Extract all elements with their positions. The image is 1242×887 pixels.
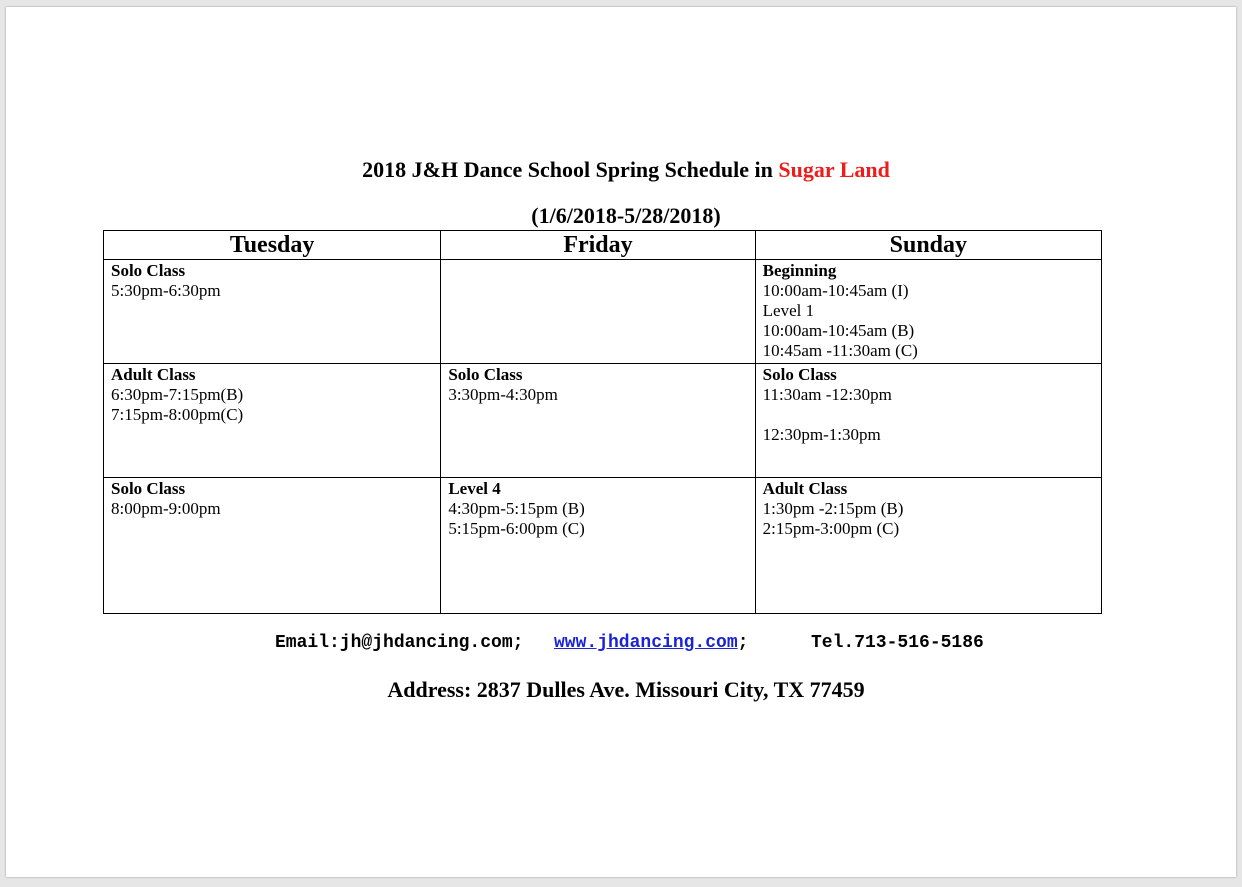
class-title: Adult Class xyxy=(111,365,196,384)
cell-tuesday xyxy=(104,260,441,364)
website-group xyxy=(554,633,748,653)
title-city: Sugar Land xyxy=(778,157,890,182)
cell-tuesday xyxy=(104,364,441,478)
class-time: 10:00am-10:45am (B) xyxy=(762,321,915,340)
cell-sunday xyxy=(755,364,1101,478)
blank-line xyxy=(763,405,1094,425)
contact-line xyxy=(6,633,1242,655)
class-title: Solo Class xyxy=(111,261,186,280)
class-time: 7:15pm-8:00pm(C) xyxy=(111,405,244,424)
cell-sunday xyxy=(755,478,1101,614)
table-row xyxy=(104,364,1102,478)
class-title: Level 4 xyxy=(448,479,501,498)
column-header-friday: Friday xyxy=(441,231,755,260)
table-row xyxy=(104,478,1102,614)
title-text: 2018 J&H Dance School Spring Schedule in xyxy=(362,157,779,182)
class-time: 10:00am-10:45am (I) xyxy=(762,281,909,300)
table-row xyxy=(104,260,1102,364)
class-time: 11:30am -12:30pm xyxy=(762,385,892,404)
document-page xyxy=(6,7,1236,877)
class-time: 5:30pm-6:30pm xyxy=(111,281,221,300)
class-level: Level 1 xyxy=(762,301,815,320)
class-title: Adult Class xyxy=(762,479,848,498)
schedule-table xyxy=(103,230,1102,614)
website-suffix: ; xyxy=(737,633,749,653)
cell-sunday xyxy=(755,260,1101,364)
class-time: 12:30pm-1:30pm xyxy=(762,425,881,444)
class-time: 1:30pm -2:15pm (B) xyxy=(762,499,904,518)
page-title xyxy=(6,157,1242,183)
column-header-tuesday: Tuesday xyxy=(104,231,441,260)
website-link[interactable]: www.jhdancing.com xyxy=(554,633,738,653)
cell-tuesday xyxy=(104,478,441,614)
class-title: Beginning xyxy=(762,261,837,280)
header-row xyxy=(104,231,1102,260)
class-time: 5:15pm-6:00pm (C) xyxy=(448,519,585,538)
class-title: Solo Class xyxy=(448,365,523,384)
date-range: (1/6/2018-5/28/2018) xyxy=(531,203,721,228)
class-title: Solo Class xyxy=(111,479,186,498)
address-text: Address: 2837 Dulles Ave. Missouri City, TX 77459 xyxy=(387,677,865,702)
cell-friday xyxy=(441,260,755,364)
column-header-sunday: Sunday xyxy=(755,231,1101,260)
class-time: 6:30pm-7:15pm(B) xyxy=(111,385,244,404)
class-time: 10:45am -11:30am (C) xyxy=(762,341,918,360)
class-title: Solo Class xyxy=(762,365,837,384)
class-time: 2:15pm-3:00pm (C) xyxy=(762,519,900,538)
class-time: 3:30pm-4:30pm xyxy=(448,385,558,404)
class-time: 8:00pm-9:00pm xyxy=(111,499,221,518)
email-text: Email:jh@jhdancing.com; xyxy=(275,633,524,653)
class-time: 4:30pm-5:15pm (B) xyxy=(448,499,585,518)
cell-friday xyxy=(441,364,755,478)
phone-text: Tel.713-516-5186 xyxy=(811,633,984,653)
cell-friday xyxy=(441,478,755,614)
